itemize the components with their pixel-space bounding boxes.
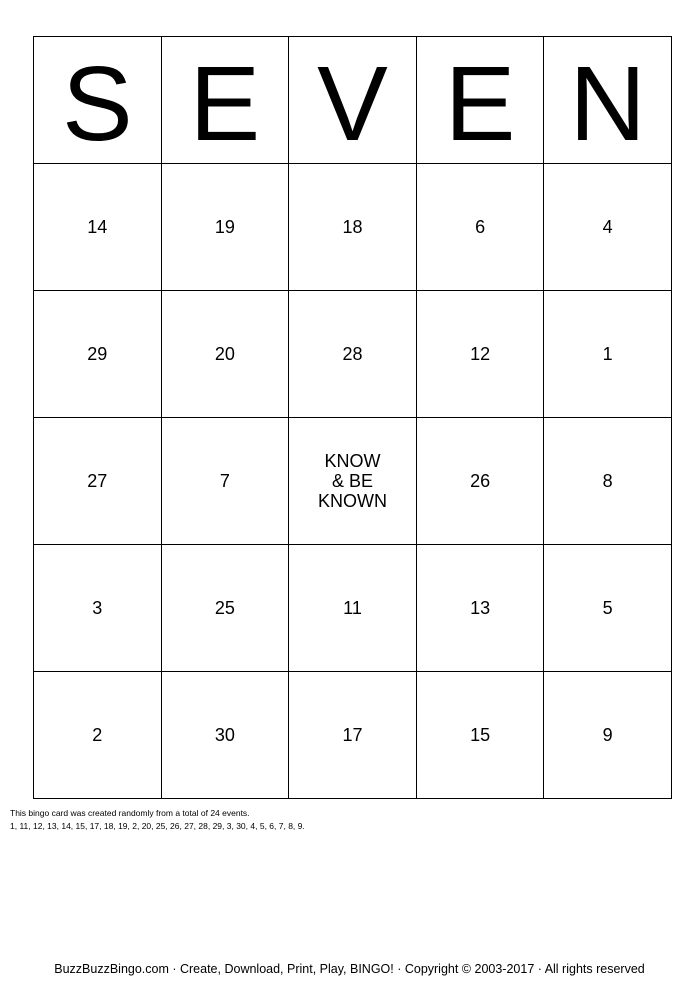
- header-cell: [544, 37, 672, 164]
- card-cell: 7: [161, 418, 289, 545]
- card-cell: 6: [416, 164, 544, 291]
- free-space-cell: KNOW & BE KNOWN: [289, 418, 417, 545]
- header-letter: V: [317, 45, 388, 163]
- header-letter: S: [61, 45, 133, 163]
- header-row: [34, 37, 672, 164]
- card-cell: 27: [34, 418, 162, 545]
- card-cell: 14: [34, 164, 162, 291]
- bingo-card: [33, 36, 672, 799]
- header-letter: N: [569, 45, 646, 163]
- card-row: [34, 418, 672, 545]
- header-letter: E: [444, 45, 516, 163]
- card-cell: 2: [34, 672, 162, 799]
- card-cell: 15: [416, 672, 544, 799]
- card-cell: 19: [161, 164, 289, 291]
- header-letter: E: [189, 45, 261, 163]
- card-cell: 18: [289, 164, 417, 291]
- card-row: [34, 291, 672, 418]
- card-row: [34, 164, 672, 291]
- note-line-2: 1, 11, 12, 13, 14, 15, 17, 18, 19, 2, 20, 25, 26, 27, 28, 29, 3, 30, 4, 5, 6, 7, 8, 9.: [10, 821, 305, 831]
- card-cell: 8: [544, 418, 672, 545]
- card-cell: 4: [544, 164, 672, 291]
- card-cell: 13: [416, 545, 544, 672]
- card-note: [10, 807, 305, 833]
- card-cell: 3: [34, 545, 162, 672]
- card-cell: 17: [289, 672, 417, 799]
- card-cell: 29: [34, 291, 162, 418]
- card-row: [34, 545, 672, 672]
- footer-text: BuzzBuzzBingo.com · Create, Download, Print, Play, BINGO! · Copyright © 2003-2017 · All rights reserved: [54, 962, 645, 976]
- card-cell: 12: [416, 291, 544, 418]
- card-row: [34, 672, 672, 799]
- card-cell: 28: [289, 291, 417, 418]
- card-cell: 9: [544, 672, 672, 799]
- card-cell: 25: [161, 545, 289, 672]
- header-cell: [161, 37, 289, 164]
- header-cell: [34, 37, 162, 164]
- header-cell: [289, 37, 417, 164]
- card-cell: 1: [544, 291, 672, 418]
- card-cell: 20: [161, 291, 289, 418]
- header-cell: [416, 37, 544, 164]
- card-cell: 5: [544, 545, 672, 672]
- card-cell: 30: [161, 672, 289, 799]
- card-cell: 11: [289, 545, 417, 672]
- note-line-1: This bingo card was created randomly from a total of 24 events.: [10, 808, 250, 818]
- card-cell: 26: [416, 418, 544, 545]
